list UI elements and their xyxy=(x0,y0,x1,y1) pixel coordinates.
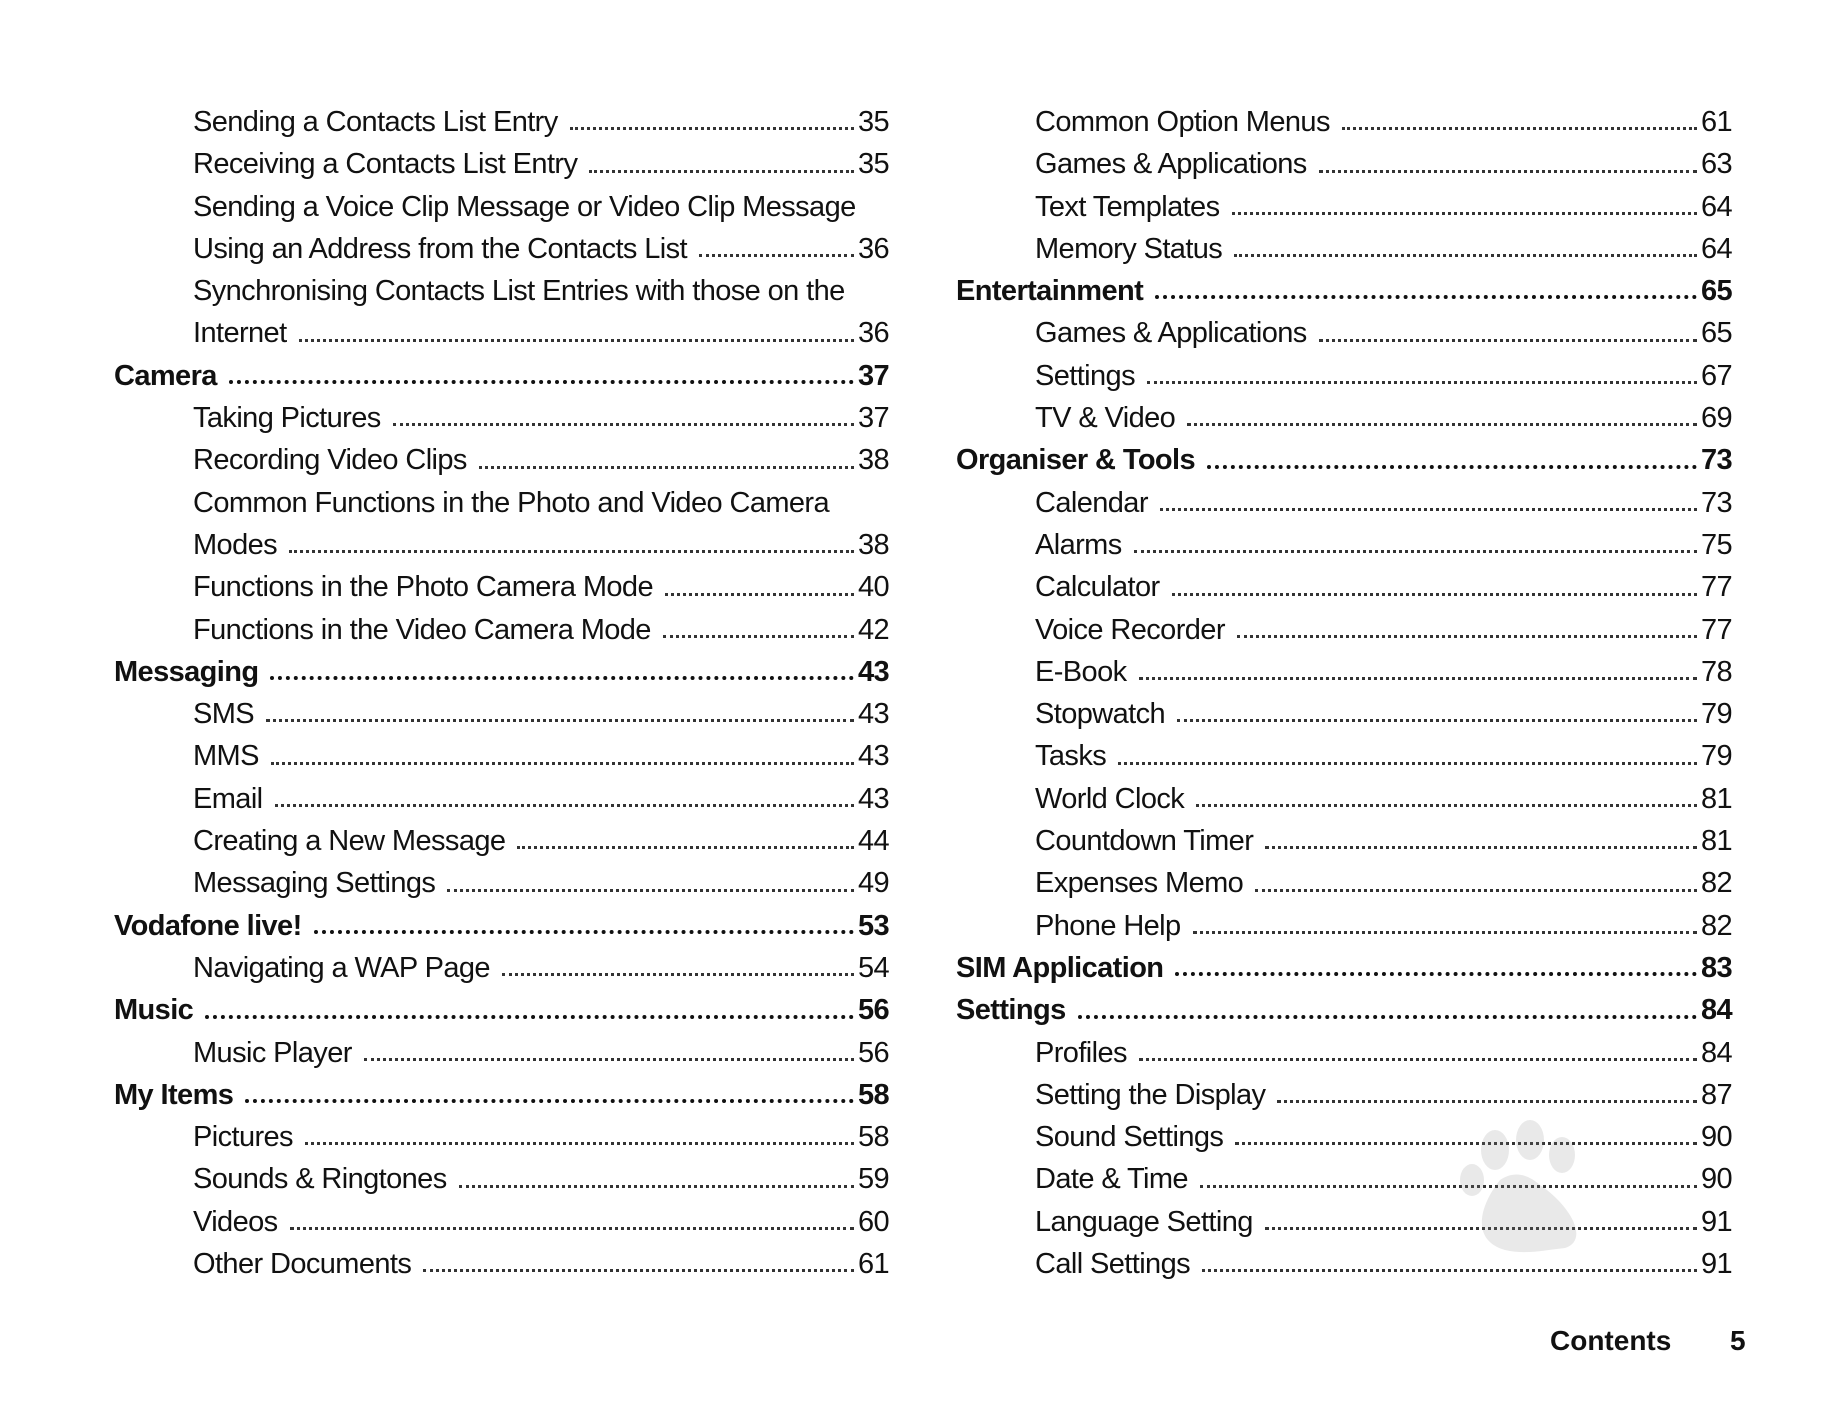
toc-entry-title: Using an Address from the Contacts List xyxy=(193,232,688,265)
dot-leader xyxy=(1277,1100,1697,1103)
toc-page-number: 84 xyxy=(1700,1036,1732,1069)
toc-page-number: 60 xyxy=(857,1205,889,1238)
toc-page-number: 78 xyxy=(1700,655,1732,688)
toc-entry-title: MMS xyxy=(193,740,259,773)
toc-entry-title: TV & Video xyxy=(1035,402,1176,435)
toc-page-number: 84 xyxy=(1700,994,1732,1027)
toc-page-number: 43 xyxy=(857,740,889,773)
toc-entry xyxy=(114,947,889,989)
toc-page-number: 91 xyxy=(1700,1205,1732,1238)
dot-leader xyxy=(1207,465,1697,469)
toc-page-number: 82 xyxy=(1700,867,1732,900)
dot-leader xyxy=(517,846,854,849)
toc-entry-title: Calendar xyxy=(1035,486,1148,519)
toc-entry xyxy=(956,905,1732,947)
toc-page-number: 59 xyxy=(857,1163,889,1196)
toc-entry xyxy=(114,186,889,228)
toc-entry xyxy=(114,1243,889,1285)
toc-page-number: 38 xyxy=(857,528,889,561)
toc-page-number: 90 xyxy=(1700,1121,1732,1154)
toc-entry xyxy=(114,482,889,524)
dot-leader xyxy=(1255,889,1697,892)
toc-entry-title: Language Setting xyxy=(1035,1205,1253,1238)
toc-page-number: 79 xyxy=(1700,740,1732,773)
toc-entry xyxy=(956,820,1732,862)
toc-page-number: 77 xyxy=(1700,571,1732,604)
toc-entry xyxy=(956,566,1732,608)
footer-page-number: 5 xyxy=(1730,1325,1746,1356)
toc-entry-title: Synchronising Contacts List Entries with those on the xyxy=(193,275,845,308)
toc-entry xyxy=(956,397,1732,439)
dot-leader xyxy=(1177,719,1697,722)
dot-leader xyxy=(1155,295,1697,299)
toc-entry xyxy=(114,143,889,185)
toc-entry-title: Videos xyxy=(193,1205,278,1238)
dot-leader xyxy=(589,170,854,173)
dot-leader xyxy=(1200,1185,1697,1188)
toc-entry-title: Organiser & Tools xyxy=(956,444,1196,477)
toc-section-heading xyxy=(114,989,889,1031)
toc-page-number: 37 xyxy=(857,359,889,392)
toc-section-heading xyxy=(114,905,889,947)
toc-entry-title: SMS xyxy=(193,698,255,731)
toc-page-number: 87 xyxy=(1700,1078,1732,1111)
toc-page-number: 63 xyxy=(1700,148,1732,181)
dot-leader xyxy=(1078,1015,1697,1019)
toc-entry xyxy=(956,1158,1732,1200)
toc-entry xyxy=(114,228,889,270)
toc-entry-title: Navigating a WAP Page xyxy=(193,951,490,984)
toc-entry xyxy=(114,439,889,481)
toc-entry xyxy=(114,693,889,735)
toc-entry-title: Recording Video Clips xyxy=(193,444,467,477)
toc-entry xyxy=(956,609,1732,651)
dot-leader xyxy=(270,676,853,680)
toc-entry-title: Profiles xyxy=(1035,1036,1127,1069)
toc-page-number: 75 xyxy=(1700,528,1732,561)
toc-entry xyxy=(114,1032,889,1074)
dot-leader xyxy=(305,1142,854,1145)
toc-page-number: 64 xyxy=(1700,232,1732,265)
toc-entry-title: Messaging xyxy=(114,655,259,688)
toc-page-number: 65 xyxy=(1700,275,1732,308)
toc-entry xyxy=(114,1116,889,1158)
toc-entry-title: Music Player xyxy=(193,1036,352,1069)
toc-entry-title: Games & Applications xyxy=(1035,148,1307,181)
dot-leader xyxy=(229,380,854,384)
toc-entry-title: SIM Application xyxy=(956,951,1164,984)
toc-entry-title: Common Option Menus xyxy=(1035,106,1330,138)
dot-leader xyxy=(271,762,854,765)
toc-page-number: 82 xyxy=(1700,909,1732,942)
toc-entry-title: Call Settings xyxy=(1035,1248,1190,1281)
toc-page-number: 40 xyxy=(857,571,889,604)
toc-section-heading xyxy=(956,947,1732,989)
toc-entry-title: Games & Applications xyxy=(1035,317,1307,350)
toc-entry xyxy=(956,1116,1732,1158)
toc-entry xyxy=(956,1032,1732,1074)
toc-entry xyxy=(114,312,889,354)
dot-leader xyxy=(290,1227,854,1230)
toc-entry xyxy=(956,186,1732,228)
toc-entry-title: Messaging Settings xyxy=(193,867,436,900)
toc-page-number: 77 xyxy=(1700,613,1732,646)
toc-page-number: 91 xyxy=(1700,1248,1732,1281)
dot-leader xyxy=(1147,381,1697,384)
toc-entry xyxy=(956,735,1732,777)
dot-leader xyxy=(245,1099,854,1103)
dot-leader xyxy=(459,1185,854,1188)
toc-page-number: 36 xyxy=(857,232,889,265)
toc-entry-title: Expenses Memo xyxy=(1035,867,1244,900)
toc-entry-title: Other Documents xyxy=(193,1248,412,1281)
toc-page-number: 67 xyxy=(1700,359,1732,392)
toc-entry-title: Camera xyxy=(114,359,217,392)
toc-entry-title: Settings xyxy=(1035,359,1135,392)
toc-page-number: 73 xyxy=(1700,486,1732,519)
toc-entry xyxy=(956,1074,1732,1116)
toc-entry-title: Modes xyxy=(193,528,278,561)
dot-leader xyxy=(289,550,854,553)
toc-page-number: 43 xyxy=(857,655,889,688)
toc-entry-title: Creating a New Message xyxy=(193,825,506,858)
toc-entry xyxy=(114,778,889,820)
toc-entry-title: Sending a Voice Clip Message or Video Clip Message xyxy=(193,190,856,223)
toc-entry-title: Calculator xyxy=(1035,571,1160,604)
footer-section-label: Contents xyxy=(1550,1325,1672,1356)
dot-leader xyxy=(1235,1142,1697,1145)
toc-entry xyxy=(114,524,889,566)
dot-leader xyxy=(665,593,854,596)
toc-entry xyxy=(114,1201,889,1243)
toc-entry xyxy=(114,609,889,651)
dot-leader xyxy=(1193,931,1697,934)
toc-entry xyxy=(956,778,1732,820)
toc-entry-title: Memory Status xyxy=(1035,232,1223,265)
dot-leader xyxy=(1265,846,1697,849)
toc-page-number: 43 xyxy=(857,782,889,815)
toc-page-number: 35 xyxy=(857,148,889,181)
toc-entry-title: World Clock xyxy=(1035,782,1185,815)
toc-page-number: 56 xyxy=(857,1036,889,1069)
toc-entry-title: Sound Settings xyxy=(1035,1121,1224,1154)
toc-entry-title: Tasks xyxy=(1035,740,1107,773)
toc-entry-title: Sounds & Ringtones xyxy=(193,1163,447,1196)
dot-leader xyxy=(423,1269,854,1272)
toc-section-heading xyxy=(114,651,889,693)
dot-leader xyxy=(1175,972,1697,976)
toc-page-number: 44 xyxy=(857,825,889,858)
toc-entry-title: Receiving a Contacts List Entry xyxy=(193,148,578,181)
toc-entry xyxy=(956,312,1732,354)
toc-entry-title: Common Functions in the Photo and Video Camera xyxy=(193,486,830,519)
dot-leader xyxy=(364,1058,854,1061)
toc-page-number: 43 xyxy=(857,698,889,731)
toc-page-number: 61 xyxy=(857,1248,889,1281)
toc-left-column xyxy=(114,101,889,1285)
toc-entry-title: Functions in the Photo Camera Mode xyxy=(193,571,653,604)
dot-leader xyxy=(1160,508,1697,511)
toc-entry xyxy=(956,651,1732,693)
toc-page-number: 64 xyxy=(1700,190,1732,223)
toc-page-number: 53 xyxy=(857,909,889,942)
toc-entry-title: Pictures xyxy=(193,1121,293,1154)
toc-entry-title: Countdown Timer xyxy=(1035,825,1254,858)
toc-section-heading xyxy=(114,1074,889,1116)
toc-entry-title: Text Templates xyxy=(1035,190,1220,223)
dot-leader xyxy=(299,339,854,342)
toc-entry xyxy=(956,862,1732,904)
dot-leader xyxy=(663,635,854,638)
dot-leader xyxy=(393,423,854,426)
dot-leader xyxy=(1139,677,1697,680)
toc-entry-title: Taking Pictures xyxy=(193,402,381,435)
dot-leader xyxy=(479,466,854,469)
toc-entry xyxy=(956,482,1732,524)
dot-leader xyxy=(1319,339,1697,342)
toc-entry-title: Email xyxy=(193,782,263,815)
toc-page-number: 83 xyxy=(1700,951,1732,984)
toc-entry-title: Sending a Contacts List Entry xyxy=(193,106,558,138)
dot-leader xyxy=(1342,127,1697,130)
toc-entry xyxy=(956,1201,1732,1243)
dot-leader xyxy=(1265,1227,1697,1230)
toc-entry xyxy=(956,1243,1732,1285)
toc-entry-title: Internet xyxy=(193,317,287,350)
toc-entry-title: Settings xyxy=(956,994,1066,1027)
dot-leader xyxy=(502,973,854,976)
toc-page-number: 56 xyxy=(857,994,889,1027)
toc-page-number: 81 xyxy=(1700,782,1732,815)
toc-entry-title: Entertainment xyxy=(956,275,1144,308)
dot-leader xyxy=(1187,423,1697,426)
toc-entry-title: Alarms xyxy=(1035,528,1122,561)
toc-section-heading xyxy=(956,989,1732,1031)
toc-entry-title: Music xyxy=(114,994,194,1027)
page-footer xyxy=(1545,1321,1753,1361)
toc-page-number: 69 xyxy=(1700,402,1732,435)
toc-entry xyxy=(114,566,889,608)
dot-leader xyxy=(699,254,854,257)
dot-leader xyxy=(1237,635,1697,638)
dot-leader xyxy=(205,1015,854,1019)
toc-right-column xyxy=(956,101,1732,1285)
toc-page-number: 42 xyxy=(857,613,889,646)
toc-entry-title: Phone Help xyxy=(1035,909,1181,942)
toc-entry xyxy=(114,862,889,904)
toc-entry xyxy=(114,101,889,143)
toc-entry xyxy=(956,693,1732,735)
dot-leader xyxy=(266,719,854,722)
toc-entry-title: Date & Time xyxy=(1035,1163,1188,1196)
dot-leader xyxy=(447,889,854,892)
toc-entry-title: Voice Recorder xyxy=(1035,613,1225,646)
toc-section-heading xyxy=(956,270,1732,312)
toc-page-number: 79 xyxy=(1700,698,1732,731)
toc-page-number: 58 xyxy=(857,1078,889,1111)
toc-entry xyxy=(114,270,889,312)
dot-leader xyxy=(1172,593,1697,596)
dot-leader xyxy=(275,804,854,807)
toc-entry-title: Stopwatch xyxy=(1035,698,1166,731)
dot-leader xyxy=(1232,212,1697,215)
dot-leader xyxy=(314,930,854,934)
dot-leader xyxy=(1234,254,1697,257)
dot-leader xyxy=(1134,550,1697,553)
toc-entry xyxy=(956,228,1732,270)
toc-page-number: 49 xyxy=(857,867,889,900)
toc-page-number: 58 xyxy=(857,1121,889,1154)
toc-entry xyxy=(956,143,1732,185)
toc-page-number: 81 xyxy=(1700,825,1732,858)
toc-entry xyxy=(114,1158,889,1200)
toc-section-heading xyxy=(956,439,1732,481)
dot-leader xyxy=(1139,1058,1697,1061)
toc-entry xyxy=(956,524,1732,566)
toc-page-number: 36 xyxy=(857,317,889,350)
toc-page-number: 37 xyxy=(857,402,889,435)
toc-entry-title: Setting the Display xyxy=(1035,1078,1266,1111)
toc-entry-title: Functions in the Video Camera Mode xyxy=(193,613,651,646)
toc-entry xyxy=(956,101,1732,143)
toc-page-number: 38 xyxy=(857,444,889,477)
toc-entry-title: My Items xyxy=(114,1078,234,1111)
toc-entry xyxy=(114,735,889,777)
toc-page-number: 73 xyxy=(1700,444,1732,477)
toc-entry-title: E-Book xyxy=(1035,655,1127,688)
dot-leader xyxy=(1319,170,1697,173)
toc-section-heading xyxy=(114,355,889,397)
toc-page-number: 35 xyxy=(857,106,889,138)
dot-leader xyxy=(570,127,854,130)
dot-leader xyxy=(1202,1269,1697,1272)
toc-entry xyxy=(114,820,889,862)
toc-entry xyxy=(114,397,889,439)
toc-entry xyxy=(956,355,1732,397)
dot-leader xyxy=(1118,762,1697,765)
toc-page-number: 54 xyxy=(857,951,889,984)
toc-entry-title: Vodafone live! xyxy=(114,909,302,942)
toc-page-number: 65 xyxy=(1700,317,1732,350)
toc-page-number: 90 xyxy=(1700,1163,1732,1196)
toc-page-number: 61 xyxy=(1700,106,1732,138)
dot-leader xyxy=(1196,804,1697,807)
